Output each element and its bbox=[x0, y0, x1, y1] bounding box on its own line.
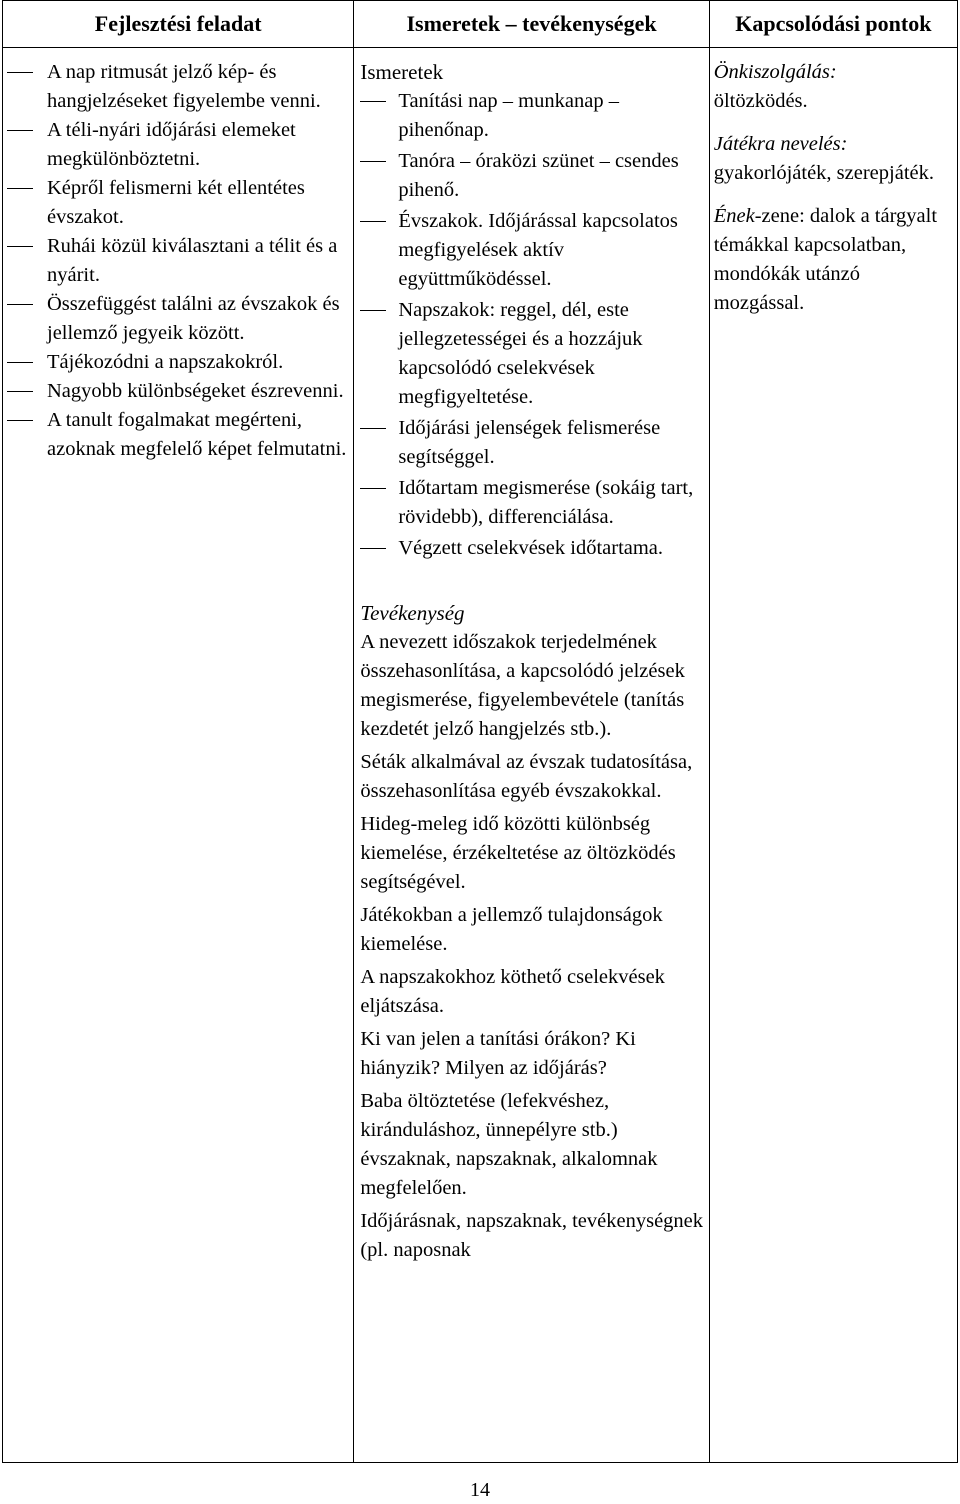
cell-fejlesztesi-feladat bbox=[3, 48, 354, 1463]
list-item: Évszakok. Időjárással kapcsolatos megfigyelések aktív együttműködéssel. bbox=[360, 207, 704, 294]
list-item: A nap ritmusát jelző kép- és hangjelzéseket figyelembe venni. bbox=[7, 58, 347, 116]
cell-ismeretek-tevekenysegek bbox=[354, 48, 709, 1463]
connection-jatekra-neveles bbox=[714, 130, 953, 188]
list-item: Tanóra – óraközi szünet – csendes pihenő. bbox=[360, 147, 704, 205]
list-item: Időtartam megismerése (sokáig tart, rövidebb), differenciálása. bbox=[360, 474, 704, 532]
connection-text: -zene: dalok a tárgyalt témákkal kapcsolatban, mondókák utánzó mozgással. bbox=[713, 205, 938, 314]
header-ismeretek-tevekenysegek: Ismeretek – tevékenységek bbox=[354, 1, 709, 48]
paragraph: Játékokban a jellemző tulajdonságok kiemelése. bbox=[360, 904, 663, 955]
list-item: Végzett cselekvések időtartama. bbox=[360, 534, 704, 563]
paragraph: Hideg-meleg idő közötti különbség kiemelése, érzékeltetése az öltözködés segítségével. bbox=[360, 813, 676, 893]
content-row bbox=[3, 48, 958, 1463]
paragraph: Séták alkalmával az évszak tudatosítása, összehasonlítása egyéb évszakokkal. bbox=[360, 751, 693, 802]
list-item: Tanítási nap – munkanap – pihenőnap. bbox=[360, 87, 704, 145]
list-item: Összefüggést találni az évszakok és jellemző jegyeik között. bbox=[7, 290, 347, 348]
connection-title: Ének bbox=[713, 205, 755, 227]
paragraph: A nevezett időszakok terjedelmének összehasonlítása, a kapcsolódó jelzések megismerése, figyelembevétele (tanítás kezdetét jelző hangjelzés stb.). bbox=[360, 631, 685, 740]
paragraph: A napszakokhoz köthető cselekvések eljátszása. bbox=[360, 966, 665, 1017]
list-item: Napszakok: reggel, dél, este jellegzetességei és a hozzájuk kapcsolódó cselekvések megfigyeltetése. bbox=[360, 296, 704, 412]
connection-text: öltözködés. bbox=[713, 90, 808, 112]
list-item: Tájékozódni a napszakokról. bbox=[7, 348, 347, 377]
connection-title: Önkiszolgálás: bbox=[713, 61, 837, 83]
curriculum-table bbox=[2, 0, 958, 1463]
page-number: 14 bbox=[470, 1479, 490, 1501]
list-item: Időjárási jelenségek felismerése segítséggel. bbox=[360, 414, 704, 472]
connection-onkiszolgalas bbox=[714, 58, 953, 116]
header-fejlesztesi-feladat: Fejlesztési feladat bbox=[3, 1, 354, 48]
header-row bbox=[3, 1, 958, 48]
connection-enek-zene bbox=[714, 202, 953, 318]
list-item: A téli-nyári időjárási elemeket megkülönböztetni. bbox=[7, 116, 347, 174]
paragraph: Időjárásnak, napszaknak, tevékenységnek (pl. naposnak bbox=[360, 1210, 704, 1261]
ismeretek-heading: Ismeretek bbox=[360, 60, 444, 84]
list-item: Nagyobb különbségeket észrevenni. bbox=[7, 377, 347, 406]
header-kapcsolodasi-pontok: Kapcsolódási pontok bbox=[709, 1, 957, 48]
list-item: Képről felismerni két ellentétes évszakot. bbox=[7, 174, 347, 232]
connection-text: gyakorlójáték, szerepjáték. bbox=[713, 162, 934, 184]
cell-kapcsolodasi-pontok bbox=[709, 48, 957, 1463]
list-item: Ruhái közül kiválasztani a télit és a nyárit. bbox=[7, 232, 347, 290]
list-item: A tanult fogalmakat megérteni, azoknak megfelelő képet felmutatni. bbox=[7, 406, 347, 464]
tevekenyseg-heading: Tevékenység bbox=[360, 601, 465, 625]
paragraph: Baba öltöztetése (lefekvéshez, kiránduláshoz, ünnepélyre stb.) évszaknak, napszaknak, alkalomnak megfelelően. bbox=[360, 1090, 658, 1199]
paragraph: Ki van jelen a tanítási órákon? Ki hiányzik? Milyen az időjárás? bbox=[360, 1028, 636, 1079]
connection-title: Játékra nevelés: bbox=[713, 133, 848, 155]
